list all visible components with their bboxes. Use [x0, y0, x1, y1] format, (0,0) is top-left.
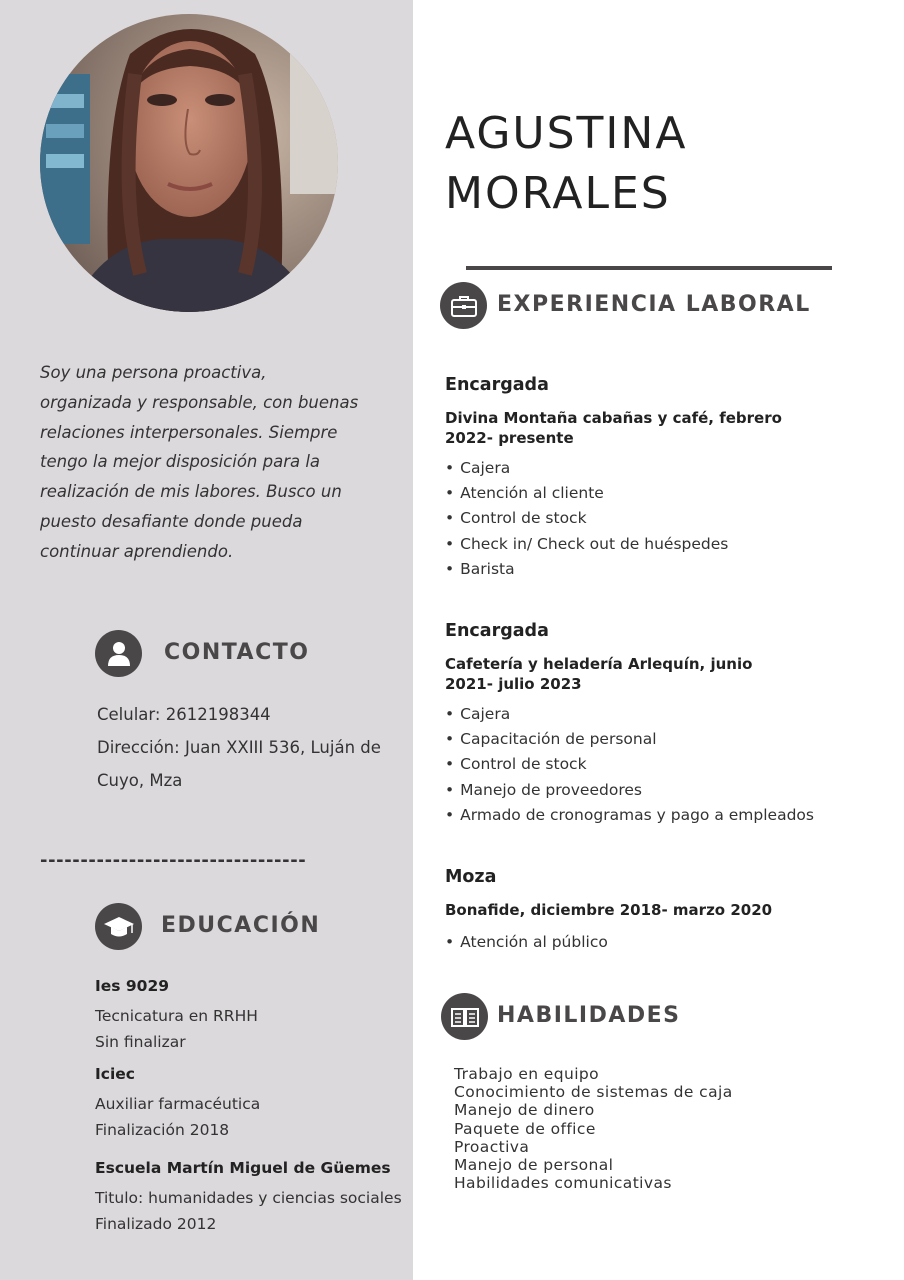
job-title: Encargada [445, 375, 549, 395]
sidebar-divider: --------------------------------- [40, 850, 307, 871]
contact-phone: Celular: 2612198344 [97, 705, 271, 724]
education-detail: Titulo: humanidades y ciencias sociales [95, 1189, 402, 1207]
education-detail: Sin finalizar [95, 1033, 186, 1051]
profile-photo-illustration [40, 14, 338, 312]
education-institution: Ies 9029 [95, 977, 170, 995]
profile-photo [40, 14, 338, 312]
skill-item: Conocimiento de sistemas de caja [454, 1083, 733, 1102]
education-heading: EDUCACIÓN [161, 913, 321, 938]
job-task: • Manejo de proveedores [445, 778, 814, 803]
job-task: • Cajera [445, 702, 814, 727]
job-company: Divina Montaña cabañas y café, febrero 2022- presente [445, 409, 782, 447]
skill-item: Proactiva [454, 1137, 530, 1156]
job-company: Bonafide, diciembre 2018- marzo 2020 [445, 901, 773, 919]
skills-heading: HABILIDADES [497, 1003, 681, 1028]
job-task: • Control de stock [445, 506, 728, 531]
experience-heading: EXPERIENCIA LABORAL [497, 292, 811, 317]
education-detail: Auxiliar farmacéutica [95, 1095, 261, 1113]
open-book-icon [441, 993, 488, 1040]
first-name: AGUSTINA [445, 108, 688, 159]
skills-list [454, 1065, 733, 1192]
skill-item: Manejo de dinero [454, 1101, 595, 1120]
job-task: • Atención al cliente [445, 481, 728, 506]
job-task-list [445, 702, 814, 828]
education-detail: Finalizado 2012 [95, 1215, 217, 1233]
briefcase-icon [440, 282, 487, 329]
job-task-list [445, 930, 608, 955]
job-task: • Atención al público [445, 930, 608, 955]
last-name: MORALES [445, 168, 671, 219]
job-task: • Cajera [445, 456, 728, 481]
graduation-cap-icon [95, 903, 142, 950]
job-task-list [445, 456, 728, 582]
education-detail: Tecnicatura en RRHH [95, 1007, 258, 1025]
skill-item: Trabajo en equipo [454, 1065, 600, 1083]
job-task: • Check in/ Check out de huéspedes [445, 532, 728, 557]
name-heading [445, 104, 687, 224]
job-task: • Armado de cronogramas y pago a empleados [445, 803, 814, 828]
job-task: • Barista [445, 557, 728, 582]
skill-item: Habilidades comunicativas [454, 1174, 672, 1193]
contact-address: Dirección: Juan XXIII 536, Luján de Cuyo, Mza [97, 738, 381, 790]
skill-item: Paquete de office [454, 1119, 596, 1138]
person-icon [95, 630, 142, 677]
education-institution: Escuela Martín Miguel de Güemes [95, 1159, 391, 1177]
skill-item: Manejo de personal [454, 1155, 614, 1174]
job-title: Encargada [445, 621, 549, 641]
about-text: Soy una persona proactiva, organizada y responsable, con buenas relaciones interpersonales. Siempre tengo la mejor disposición para la realización de mis labores. Busco un puesto desafiante donde pueda continuar aprendiendo. [40, 363, 359, 561]
job-task: • Capacitación de personal [445, 727, 814, 752]
contact-heading: CONTACTO [164, 640, 310, 665]
job-task: • Control de stock [445, 752, 814, 777]
education-detail: Finalización 2018 [95, 1121, 230, 1139]
job-company: Cafetería y heladería Arlequín, junio 2021- julio 2023 [445, 655, 753, 693]
education-institution: Iciec [95, 1065, 135, 1083]
job-title: Moza [445, 867, 497, 887]
name-divider [466, 266, 832, 270]
